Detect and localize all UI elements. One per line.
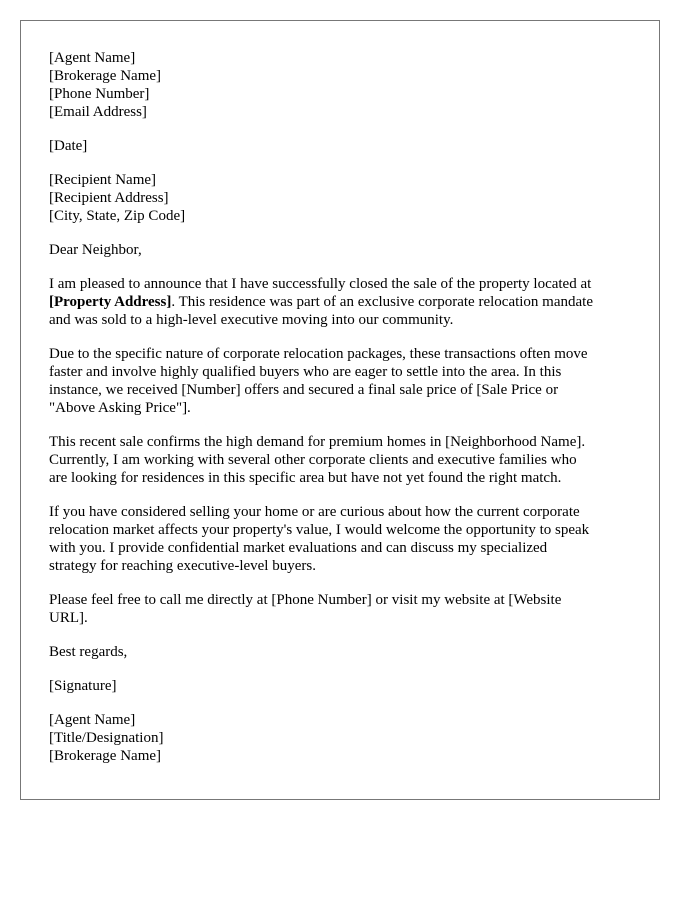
body-line: This recent sale confirms the high demand for premium homes in [Neighborhood Name]. (49, 434, 586, 450)
body-line: If you have considered selling your home or are curious about how the current corporate (49, 504, 580, 520)
paragraph-4 (49, 503, 659, 575)
body-line: instance, we received [Number] offers and secured a final sale price of [Sale Price or (49, 382, 559, 398)
sender-line: [Phone Number] (49, 86, 150, 102)
recipient-line: [City, State, Zip Code] (49, 208, 186, 224)
signoff-line: [Agent Name] (49, 712, 136, 728)
body-line: URL]. (49, 610, 88, 626)
recipient-block (49, 171, 659, 225)
signature (49, 677, 659, 695)
sender-line: [Agent Name] (49, 50, 136, 66)
signoff-block (49, 711, 659, 765)
body-line: relocation market affects your property's value, I would welcome the opportunity to speak (49, 522, 590, 538)
body-line: I am pleased to announce that I have successfully closed the sale of the property located at (49, 276, 592, 292)
salutation (49, 241, 659, 259)
paragraph-5 (49, 591, 659, 627)
body-line: and was sold to a high-level executive moving into our community. (49, 312, 454, 328)
body-line: are looking for residences in this specific area but have not yet found the right match. (49, 470, 562, 486)
closing-text: Best regards, (49, 644, 128, 660)
body-line: Please feel free to call me directly at [Phone Number] or visit my website at [Website (49, 592, 562, 608)
date (49, 137, 659, 155)
sender-line: [Brokerage Name] (49, 68, 162, 84)
body-line: with you. I provide confidential market evaluations and can discuss my specialized (49, 540, 548, 556)
body-line: Currently, I am working with several other corporate clients and executive families who (49, 452, 577, 468)
sender-block (49, 49, 659, 121)
property-address: [Property Address] (49, 294, 172, 310)
paragraph-3 (49, 433, 659, 487)
signature-text: [Signature] (49, 678, 117, 694)
body-line: strategy for reaching executive-level buyers. (49, 558, 316, 574)
body-text: . This residence was part of an exclusive corporate relocation mandate (171, 294, 593, 310)
paragraph-1 (49, 275, 659, 329)
body-line: "Above Asking Price"]. (49, 400, 191, 416)
signoff-line: [Brokerage Name] (49, 748, 162, 764)
closing (49, 643, 659, 661)
paragraph-2 (49, 345, 659, 417)
letter-page (20, 20, 660, 800)
signoff-line: [Title/Designation] (49, 730, 164, 746)
date-text: [Date] (49, 138, 88, 154)
sender-line: [Email Address] (49, 104, 147, 120)
body-line: Due to the specific nature of corporate relocation packages, these transactions often move (49, 346, 588, 362)
salutation-text: Dear Neighbor, (49, 242, 142, 258)
recipient-line: [Recipient Name] (49, 172, 157, 188)
recipient-line: [Recipient Address] (49, 190, 169, 206)
body-line: faster and involve highly qualified buyers who are eager to settle into the area. In this (49, 364, 562, 380)
body-line (49, 293, 659, 311)
